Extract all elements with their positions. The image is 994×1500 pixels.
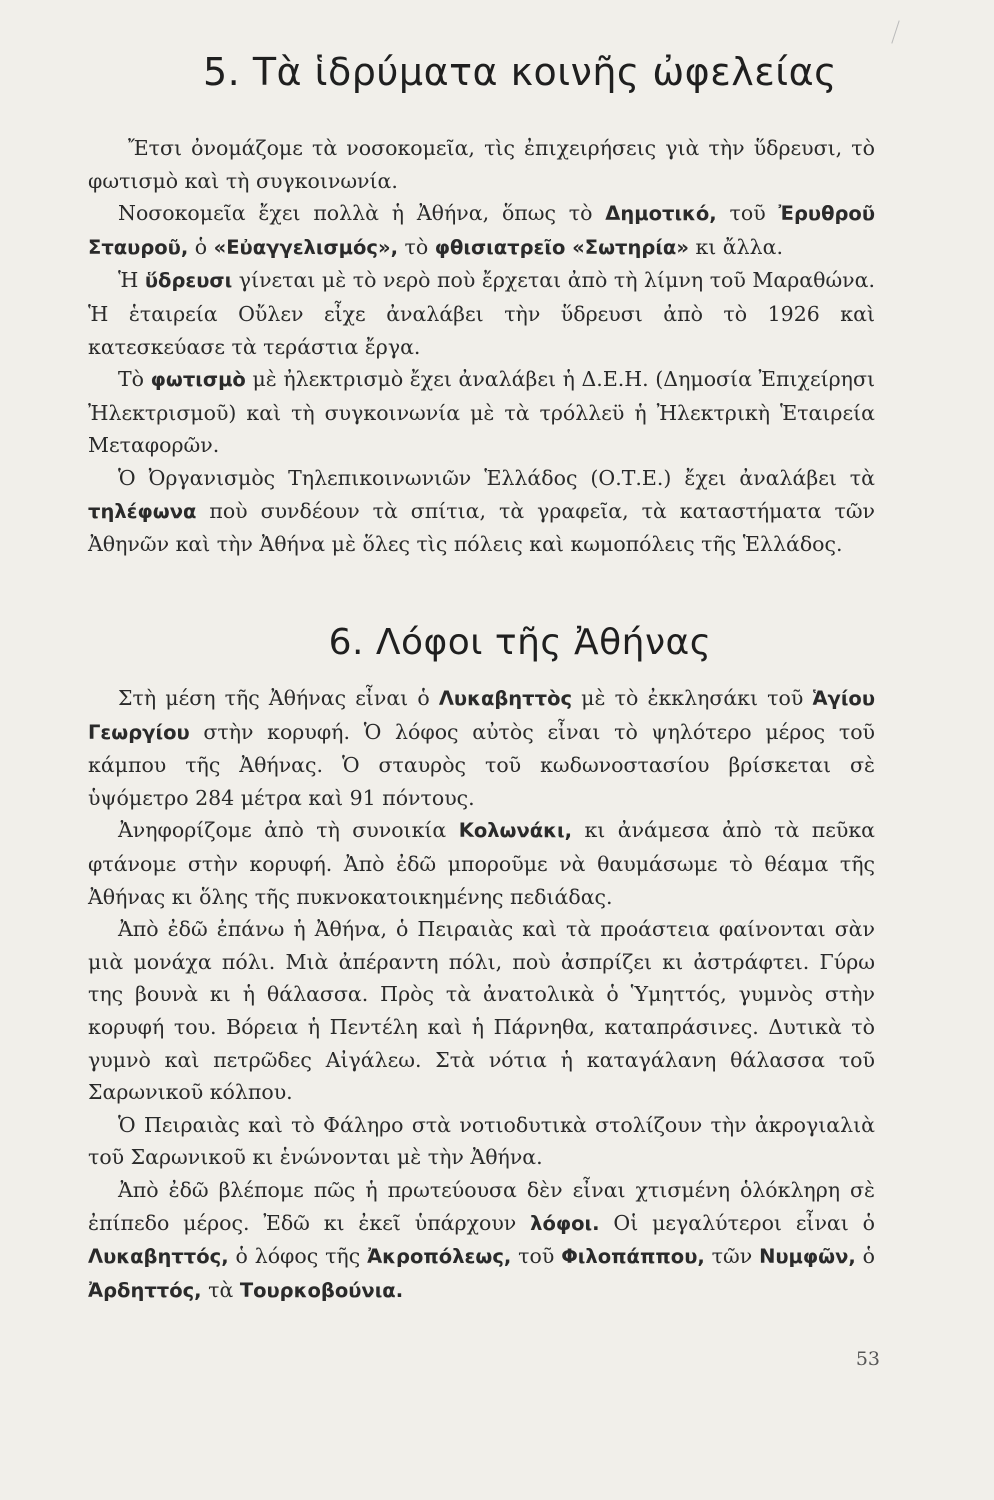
bold-term: Φιλοπάππου,	[561, 1245, 705, 1269]
bold-term: Λυκαβηττὸς	[438, 687, 573, 710]
bold-term: Ἐρυθροῦ Σταυροῦ,	[88, 202, 875, 259]
bold-term: Κολωνάκι,	[458, 819, 573, 843]
text: κι ἄλλα.	[688, 234, 783, 259]
bold-term: Τουρκοβούνια.	[239, 1278, 404, 1302]
section-heading-hills-of-athens: 6. Λόφοι τῆς Ἀθήνας	[328, 622, 712, 663]
paragraph	[88, 363, 875, 462]
text: Ὁ Ὀργανισμὸς Τηλεπικοινωνιῶν Ἑλλάδος (Ο.Τ.Ε.) ἔχει ἀναλάβει τὰ	[118, 465, 875, 490]
text: γίνεται μὲ τὸ νερὸ ποὺ ἔρχεται ἀπὸ τὴ λίμνη τοῦ Μαραθώνα. Ἡ ἑταιρεία Οὔλεν εἶχε ἀναλάβει τὴν ὕδρευσι ἀπὸ τὸ 1926 καὶ κατεσκεύασε τὰ τεράστια ἔργα.	[88, 268, 875, 359]
paragraph	[88, 197, 875, 264]
text: Τὸ	[118, 367, 151, 392]
text: Στὴ μέση τῆς Ἀθήνας εἶναι ὁ	[118, 686, 439, 710]
bold-term: Ἀκροπόλεως,	[367, 1245, 512, 1269]
bold-term: φωτισμὸ	[150, 368, 246, 392]
bold-term: «Εὐαγγελισμός»,	[213, 235, 398, 259]
paragraph	[88, 814, 875, 913]
text: Οἱ μεγαλύτεροι εἶναι ὁ	[599, 1210, 876, 1235]
text: μὲ ἠλεκτρισμὸ ἔχει ἀναλάβει ἡ Δ.Ε.Η. (Δημοσία Ἐπιχείρησι Ἠλεκτρισμοῦ) καὶ τὴ συγκοινωνία μὲ τὰ τρόλλεϋ ἡ Ἠλεκτρικὴ Ἑταιρεία Μεταφορῶν.	[88, 367, 875, 458]
text: ποὺ συνδέουν τὰ σπίτια, τὰ γραφεῖα, τὰ καταστήματα τῶν Ἀθηνῶν καὶ τὴν Ἀθήνα μὲ ὅλες τὶς πόλεις καὶ κωμοπόλεις τῆς Ἑλλάδος.	[88, 498, 875, 557]
bold-term: Δημοτικό,	[605, 202, 717, 226]
paragraph	[88, 1174, 875, 1307]
bold-term: ὕδρευσι	[144, 269, 233, 293]
bold-term: τηλέφωνα	[88, 499, 197, 523]
bold-term: Ἀρδηττός,	[88, 1278, 202, 1302]
bold-term: λόφοι.	[530, 1211, 600, 1235]
text: ὁ	[855, 1244, 876, 1269]
section-body-public-institutions	[88, 132, 875, 561]
text: μὲ τὸ ἐκκλησάκι τοῦ	[572, 686, 813, 710]
text: τοῦ	[716, 201, 779, 226]
text: τὸ	[397, 234, 435, 259]
text: ὁ	[188, 234, 214, 259]
bold-term: Ἁγίου Γεωργίου	[88, 687, 875, 744]
paragraph	[88, 132, 875, 197]
section-heading-public-institutions: 5. Τὰ ἱδρύματα κοινῆς ὠφελείας	[203, 50, 837, 94]
text: Ἡ	[118, 268, 145, 293]
section-body-hills-of-athens	[88, 682, 875, 1307]
paragraph	[88, 1109, 875, 1174]
paragraph	[88, 913, 875, 1109]
text: κι ἀνάμεσα ἀπὸ τὰ πεῦκα φτάνομε στὴν κορυφή. Ἀπὸ ἐδῶ μποροῦμε νὰ θαυμάσωμε τὸ θέαμα τῆς Ἀθήνας κι ὅλης τῆς πυκνοκατοικημένης πεδιάδας.	[88, 818, 875, 909]
text: Ἀπὸ ἐδῶ βλέπομε πῶς ἡ πρωτεύουσα δὲν εἶναι χτισμένη ὁλόκληρη σὲ ἐπίπεδο μέρος. Ἐδῶ κι ἐκεῖ ὑπάρχουν	[88, 1177, 875, 1235]
text: τοῦ	[511, 1244, 562, 1269]
text: ὁ λόφος τῆς	[228, 1244, 368, 1269]
text: τῶν	[704, 1244, 760, 1269]
text: Νοσοκομεῖα ἔχει πολλὰ ἡ Ἀθήνα, ὅπως τὸ	[118, 201, 606, 226]
bold-term: Νυμφῶν,	[759, 1245, 856, 1269]
page-number: 53	[855, 1348, 880, 1370]
bold-term: φθισιατρεῖο «Σωτηρία»	[434, 235, 689, 259]
text: Ἀπὸ ἐδῶ ἐπάνω ἡ Ἀθήνα, ὁ Πειραιὰς καὶ τὰ προάστεια φαίνονται σὰν μιὰ μονάχα πόλι. Μιὰ ἀπέραντη πόλι, ποὺ ἀσπρίζει κι ἀστράφτει. Γύρω της βουνὰ κι ἡ θάλασσα. Πρὸς τὰ ἀνατολικὰ ὁ Ὑμηττός, γυμνὸς στὴν κορυφή του. Βόρεια ἡ Πεντέλη καὶ ἡ Πάρνηθα, καταπράσινες. Δυτικὰ τὸ γυμνὸ καὶ πετρῶδες Αἰγάλεω. Στὰ νότια ἡ καταγάλανη θάλασσα τοῦ Σαρωνικοῦ κόλπου.	[88, 917, 875, 1105]
paragraph	[88, 682, 875, 814]
text: Ἀνηφορίζομε ἀπὸ τὴ συνοικία	[118, 818, 459, 843]
text: τὰ	[201, 1277, 240, 1302]
bold-term: Λυκαβηττός,	[88, 1245, 229, 1269]
text: στὴν κορυφή. Ὁ λόφος αὐτὸς εἶναι τὸ ψηλότερο μέρος τοῦ κάμπου τῆς Ἀθήνας. Ὁ σταυρὸς τοῦ κωδωνοστασίου βρίσκεται σὲ ὑψόμετρο 284 μέτρα καὶ 91 πόντους.	[88, 719, 875, 810]
paragraph	[88, 264, 875, 363]
paragraph	[88, 462, 875, 561]
text: Ἔτσι ὀνομάζομε τὰ νοσοκομεῖα, τὶς ἐπιχειρήσεις γιὰ τὴν ὕδρευσι, τὸ φωτισμὸ καὶ τὴ συγκοινωνία.	[88, 136, 875, 193]
scan-mark	[891, 20, 899, 43]
text: Ὁ Πειραιὰς καὶ τὸ Φάληρο στὰ νοτιοδυτικὰ στολίζουν τὴν ἀκρογιαλιὰ τοῦ Σαρωνικοῦ κι ἑνώνονται μὲ τὴν Ἀθήνα.	[88, 1112, 875, 1170]
